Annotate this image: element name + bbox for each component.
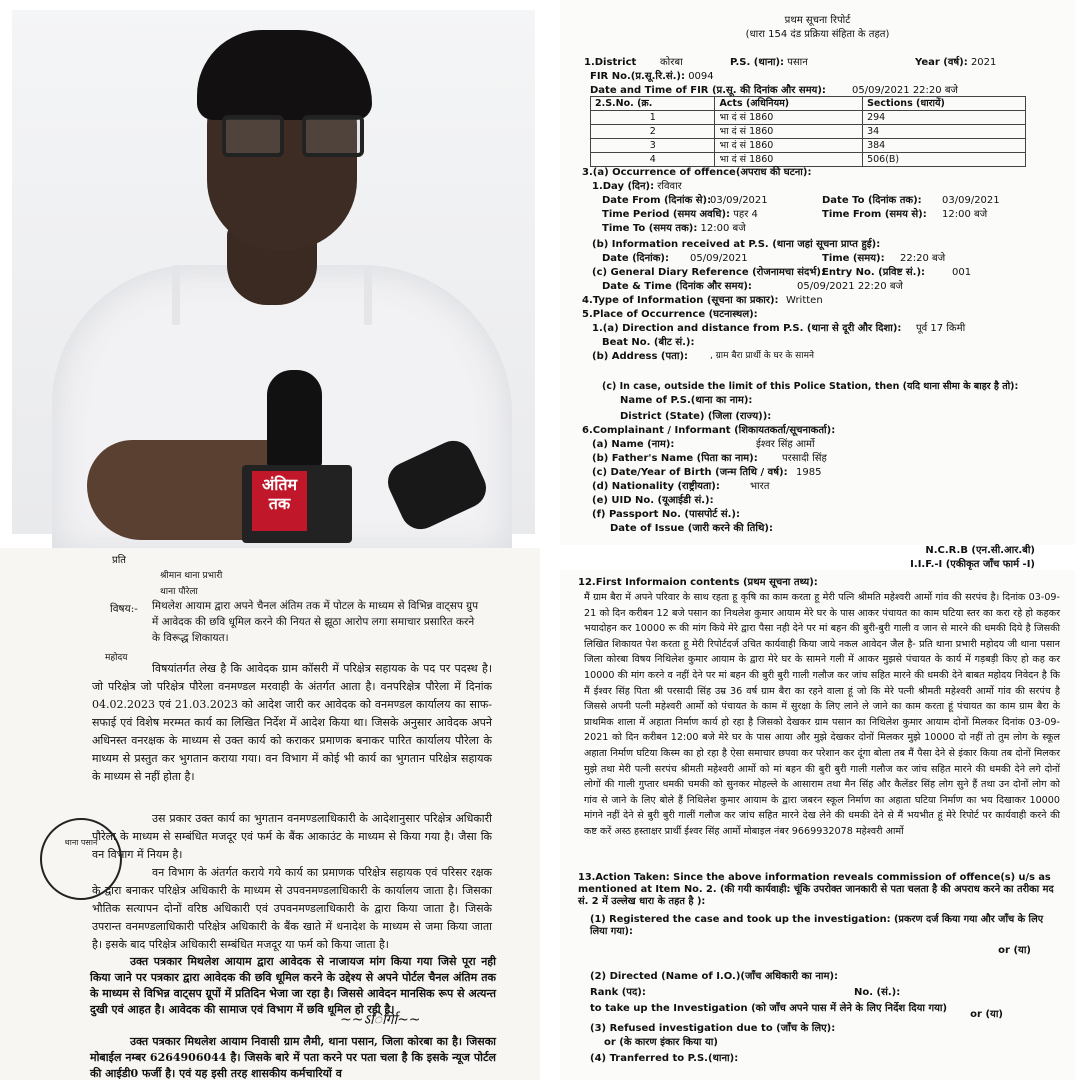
dob-value: 1985 (796, 467, 822, 478)
occurrence-label: 3.(a) Occurrence of offence(अपराध की घटना): (582, 167, 812, 178)
fir-date-label: Date and Time of FIR (प्र.सू. की दिनांक और समय): (590, 85, 826, 96)
date-to-label: Date To (दिनांक तक): (822, 195, 922, 206)
mic-label-line1: अंतिम (261, 475, 298, 494)
acts-cell: 384 (863, 139, 1026, 153)
glasses-icon (222, 115, 377, 160)
registered-line: (1) Registered the case and took up the investigation: (प्रकरण दर्ज किया गया और जाँच के लिए लिया गया): (590, 914, 1044, 937)
contents-heading: 12.First Informaion contents (प्रथम सूचना तथ्य): (578, 577, 818, 588)
name-label: (a) Name (नाम): (592, 439, 675, 450)
subject-label: विषय:- (110, 603, 138, 615)
place-label: 5.Place of Occurrence (घटनास्थल): (582, 309, 758, 320)
direction-value: पूर्व 17 किमी (916, 323, 966, 334)
gd-datetime-value: 05/09/2021 22:20 बजे (797, 281, 903, 292)
letter-prati: प्रति (112, 555, 126, 566)
father-label: (b) Father's Name (पिता का नाम): (592, 453, 758, 464)
fir-header: प्रथम सूचना रिपोर्ट (784, 15, 851, 26)
year-value: 2021 (970, 57, 997, 68)
acts-cell: 294 (863, 111, 1026, 125)
or-line-1: or (या) (998, 945, 1031, 956)
fir-subheader: (धारा 154 दंड प्रक्रिया संहिता के तहत) (745, 29, 890, 40)
district-value: कोरबा (660, 57, 683, 68)
transferred-line: (4) Tranferred to P.S.(थाना): (590, 1053, 739, 1064)
letter-para1: विषयांतर्गत लेख है कि आवेदक ग्राम कॉसरी में परिक्षेत्र सहायक के पद पर पदस्थ है। जो परिक्षेत्र जो परिक्षेत्र पौरेला वनमण्डल मरवाही के अंतर्गत आता है। वनपरिक्षेत्र पौरेला में दिनांक 04.02.2023 एवं 21.03.2023 को आदेश जारी कर आवेदक को वनमण्डल कार्यालय का साफ-सफाई एवं विशेष मरम्मत कार्य का लिखित निर्देश में आदेश किया था। जिसके अनुसार आवेदक अपने अधिनस्त वनरक्षक के माध्यम से उक्त कार्य को कराकर प्रमाणक बनाकर पारित कार्यालय पौरेला के माध्यम से प्रस्तुत कर भुगतान कराया गया। वन विभाग में कोई भी कार्य का भुगतान परिक्षेत्र सहायक के माध्यम से नहीं होता है। (92, 662, 492, 783)
acts-cell: 2 (591, 125, 715, 139)
letter-subject: मिथलेश आयाम द्वारा अपने चैनल अंतिम तक में पोटल के माध्यम से विभिन्न वाट्सप ग्रुप में आवेदक की छवि धूमिल करने की नियत से झूठा आरोप लगा समाचार प्रसारित करने के विरूद्ध शिकायत। (152, 600, 479, 644)
info-date-label: Date (दिनांक): (602, 253, 669, 264)
acts-cell: भा दं सं 1860 (715, 111, 863, 125)
ncrb-label: N.C.R.B (एन.सी.आर.बी) (925, 545, 1035, 556)
reporter-photo (12, 10, 535, 534)
dob-label: (c) Date/Year of Birth (जन्म तिथि / वर्ष): (592, 467, 788, 478)
acts-cell: 506(B) (863, 153, 1026, 167)
entry-label: Entry No. (प्रविष्ट सं.): (822, 267, 926, 278)
father-value: परसादी सिंह (782, 453, 827, 464)
fir-no-label: FIR No.(प्र.सू.रि.सं.): (590, 71, 685, 82)
acts-row (591, 153, 1026, 167)
info-time-label: Time (समय): (822, 253, 885, 264)
name-ps-label: Name of P.S.(थाना का नाम): (620, 395, 753, 406)
letter-to-line2: थाना पौरेला (160, 587, 198, 597)
letter-para2: उस प्रकार उक्त कार्य का भुगतान वनमण्डलाधिकारी के आदेशानुसार परिक्षेत्र अधिकारी पौरेला के माध्यम से सम्बंधित मजदूर एवं फर्म के बैंक आकाउंट के माध्यम से किया गया है। जैसा कि वन विभाग में नियम है। (92, 812, 492, 861)
letter-para5: उक्त पत्रकार मिथलेश आयाम द्वारा आवेदक से नाजायज मांग किया गया जिसे पूरा नही किया जाने पर पत्रकार द्वारा आवेदक की छवि धूमिल करने के उद्देश्य से अपने पोर्टल चैनल अंतिम तक के माध्यम से विभिन्न वाट्सप ग्रूपों में प्रतिदिन भेजा जा रहा है। जिससे आवेदन मानसिक रूप से अत्यन्त दुखी एवं आहत है। आवेदक की सामाज एवं विभाग में छवि धूमिल हो रही है। (90, 955, 496, 1016)
info-time-value: 22:20 बजे (900, 253, 946, 264)
uid-label: (e) UID No. (यूआईडी सं.): (592, 495, 714, 506)
info-received-label: (b) Information received at P.S. (थाना जहां सूचना प्राप्त हुई): (592, 239, 881, 250)
day-value: रविवार (657, 181, 682, 192)
police-stamp (40, 818, 122, 900)
acts-cell: 4 (591, 153, 715, 167)
refused-sub: or (के कारण इंकार किया या) (604, 1037, 718, 1048)
time-period-value: पहर 4 (733, 209, 758, 220)
gd-label: (c) General Diary Reference (रोजनामचा संदर्भ): (592, 267, 825, 278)
nationality-value: भारत (750, 481, 770, 492)
type-info-label: 4.Type of Information (सूचना का प्रकार): (582, 295, 779, 306)
acts-header-cell: 2.S.No. (क्र. (591, 97, 715, 111)
date-to-value: 03/09/2021 (942, 195, 1000, 206)
acts-cell: 3 (591, 139, 715, 153)
ps-label: P.S. (थाना): (730, 57, 785, 68)
name-value: ईश्वर सिंह आर्मो (756, 439, 815, 450)
letter-para6: उक्त पत्रकार मिथलेश आयाम निवासी ग्राम लैमी, थाना पसान, जिला कोरबा का है। जिसका मोबाईल नम्बर 6264906044 है। जिसके बारे में पता करने पर पता चला है कि इसके न्यूज पोर्टल की आईडी0 फर्जी है। एवं यह इसी तरह शासकीय कर्मचारियों व (90, 1035, 496, 1080)
fir-no-value: 0094 (688, 71, 714, 82)
acts-header-cell: Sections (धारायें) (863, 97, 1026, 111)
hair (197, 30, 372, 120)
year-label: Year (वर्ष): (915, 57, 968, 68)
microphone-icon (267, 370, 322, 470)
nationality-label: (d) Nationality (राष्ट्रीयता): (592, 481, 720, 492)
district-label: 1.District (584, 57, 637, 68)
passport-label: (f) Passport No. (पासपोर्ट सं.): (592, 509, 740, 520)
acts-row (591, 125, 1026, 139)
acts-header-cell: Acts (अधिनियम) (715, 97, 863, 111)
acts-row (591, 111, 1026, 125)
directed-line: (2) Directed (Name of I.O.)(जाँच अधिकारी का नाम): (590, 971, 839, 982)
acts-cell: भा दं सं 1860 (715, 139, 863, 153)
iif-label: I.I.F.-I (एकीकृत जाँच फार्म -I) (910, 559, 1035, 570)
direction-label: 1.(a) Direction and distance from P.S. (थाना से दूरी और दिशा): (592, 323, 902, 334)
ps-value: पसान (787, 57, 808, 68)
contents-body: मैं ग्राम बैरा में अपने परिवार के साथ रहता हू कृषि का काम करता हू मेरी पत्नि श्रीमति महेश्वरी आर्मो गांव की सरपंच है। दिनांक 03-09-21 को दिन करीबन 12 बजे पसान का निथलेश कुमार आयाम मेरे घर के पास आकर पंचायत का काम घटिया स्तर का करा रहे हो कहकर भयादोहन कर 10000 रू की मांग किये मेरे द्वारा पैसा नही देने पर मां बहन की बुरी-बुरी गाली व जान से मारने की धमकी दिये है जिसकी लिखित शिकायत पेश करता हू मेरी रिपोर्टदर्ज उचित कार्यवाही किया जाये नकल आवेदन जैल है- प्रति थाना प्रभारी महोदय जी थाना पसान जिला कोरबा विषय निथिलेश कुमार आयाम के द्वारा मेरे घर के सामने गली में आकर मुझसे पंचायत के कार्य में गड़बड़ी किए हो कह कर 10000 की मांग करने व नहीं देने पर मां बहन की बुरी बुरी गाली गलौज कर जांच सहित मारने की धमकी देने बाबत महोदय निवेदन है कि मैं ईश्वर सिंह पिता श्री परसादी सिंह उम्र 36 वर्ष ग्राम बैरा का रहने वाला हूं जो कि मेरे पत्नी श्रीमती महेश्वरी आर्मो गांव की सरपंच है जिससे अपनी पत्नी महेश्वरी आर्मो को पंचायत के काम में सुरक्षा के लिए लाने ले जाने का काम करता हूं पंचायत का काम ग्राम बैरा के प्राथमिक शाला में अहाता निर्माण कार्य हो रहा है जिसको देखकर ग्राम पसान का निथिलेश कुमार आयाम दोनों मिलकर दिनांक 03-09-2021 को दिन करीबन 12:00 बजे मेरे घर के पास आया और मुझे देखकर दोनों मिलकर मुझे 10000 दो नहीं तो तुम लोग के स्कूल अहाता निर्माण घटिया किस्म का हो रहा है ऐसा समाचार छपवा कर परेशान कर दूंगा बोला तब मैं पैसा देने से इंकार किया तब दोनों मिलकर मुझे तथा मेरी पत्नी सरपंच श्रीमती महेश्वरी आर्मो को मां बहन की बुरी बुरी गाली गलौज कर जांच सहित मारने की धमकी देने लगे दोनों लोगों की गाली गुप्तार धमकी चमकी को सुनकर मोहल्ले के आसाराम तथा मैन सिंह और कैलेंडर सिंह लोग सुने हैं तथा उन दोनों लोग को गांव से जाने के लिए बोले हैं निथिलेश कुमार आयाम के द्वारा जबरन स्कूल निर्माण का अहाता घटिया निर्माण का भय दिखाकर 10000 मांगने नहीं देने से बुरी बुरी गालीं गलौज कर जांच सहित मारने देख लेने की धमकी देने से मैं भयभीत हूं मेरे रिपोर्ट पर कार्यवाही करने की कष्ट करें अस्ठ हस्ताक्षर प्रार्थी ईश्वर सिंह आर्मो मोबाइल नंबर 9669932078 महेश्वरी आर्मो (584, 592, 1060, 837)
letter-to-line1: श्रीमान थाना प्रभारी (160, 571, 223, 581)
issue-label: Date of Issue (जारी करने की तिथि): (610, 523, 773, 534)
gd-datetime-label: Date & Time (दिनांक और समय): (602, 281, 752, 292)
time-from-label: Time From (समय से): (822, 209, 927, 220)
letter-para3: वन विभाग के अंतर्गत कराये गये कार्य का प्रमाणक परिक्षेत्र सहायक एवं परिसर रक्षक के द्वारा बनाकर परिक्षेत्र अधिकारी के माध्यम से उपवनमण्डलाधिकारी के कार्यालय जाता है। जिसका भौतिक सत्यापन दोनों वरिष्ठ अधिकारी एवं उपवनमण्डलाधिकारी के द्वारा किया जाता है। जिसके उपरान्त वनमण्डलाधिकारी परिक्षेत्र अधिकारी के बैंक खाते में धनादेश के माध्यम से जमा किया जाता है। इसके बाद परिक्षेत्र अधिकारी सम्बंधित मजदूर या फर्म को किया जाता है। (92, 866, 492, 951)
acts-table (590, 96, 1026, 167)
day-label: 1.Day (दिन): (592, 181, 655, 192)
or-line-2: or (या) (970, 1009, 1003, 1020)
fir-contents-document (560, 545, 1075, 1080)
date-from-value: 03/09/2021 (710, 195, 768, 206)
time-to-value: 12:00 बजे (700, 223, 746, 234)
fir-date-value: 05/09/2021 22:20 बजे (852, 85, 958, 96)
outside-label: (c) In case, outside the limit of this Police Station, then (यदि थाना सीमा के बाहर है तो): (602, 381, 1019, 392)
acts-row (591, 139, 1026, 153)
date-from-label: Date From (दिनांक से): (602, 195, 712, 206)
entry-value: 001 (952, 267, 972, 278)
stamp-text: थाना पसान (64, 838, 98, 847)
time-to-label: Time To (समय तक): (602, 223, 698, 234)
time-period-label: Time Period (समय अवधि): (602, 209, 731, 220)
complaint-letter (0, 548, 540, 1080)
beat-label: Beat No. (बीट सं.): (602, 337, 695, 348)
refused-line: (3) Refused investigation due to (जाँच के लिए): (590, 1023, 836, 1034)
no-label: No. (सं.): (854, 987, 901, 998)
time-from-value: 12:00 बजे (942, 209, 988, 220)
acts-cell: 34 (863, 125, 1026, 139)
info-date-value: 05/09/2021 (690, 253, 748, 264)
address-label: (b) Address (पता): (592, 351, 689, 362)
action-heading: 13.Action Taken: Since the above information reveals commission of offence(s) u/s as mentioned at Item No. 2. (की गयी कार्यवाही: चूंकि उपरोक्त जानकारी से पता चलता है की अपराध करने का तरीका मद सं. 2 में उल्लेख धारा के तहत है ): (578, 872, 1054, 907)
complainant-label: 6.Complainant / Informant (शिकायतकर्ता/सूचनाकर्ता): (582, 425, 836, 436)
signature-icon: ~~ऽिर्गिा~~ (340, 1012, 421, 1028)
district-state-label: District (State) (जिला (राज्य)): (620, 411, 772, 422)
acts-cell: भा दं सं 1860 (715, 125, 863, 139)
mic-label-line2: तक (268, 494, 291, 513)
acts-cell: 1 (591, 111, 715, 125)
type-info-value: Written (786, 295, 823, 306)
rank-label: Rank (पद): (590, 987, 646, 998)
fir-document (560, 0, 1075, 545)
letter-greeting: महोदय (105, 653, 128, 663)
address-value: , ग्राम बैरा प्रार्थी के घर के सामने (710, 351, 814, 361)
mic-flag (242, 465, 352, 543)
take-up-line: to take up the Investigation (को जाँच अपने पास में लेने के लिए निर्देश दिया गया) (590, 1003, 948, 1014)
acts-cell: भा दं सं 1860 (715, 153, 863, 167)
